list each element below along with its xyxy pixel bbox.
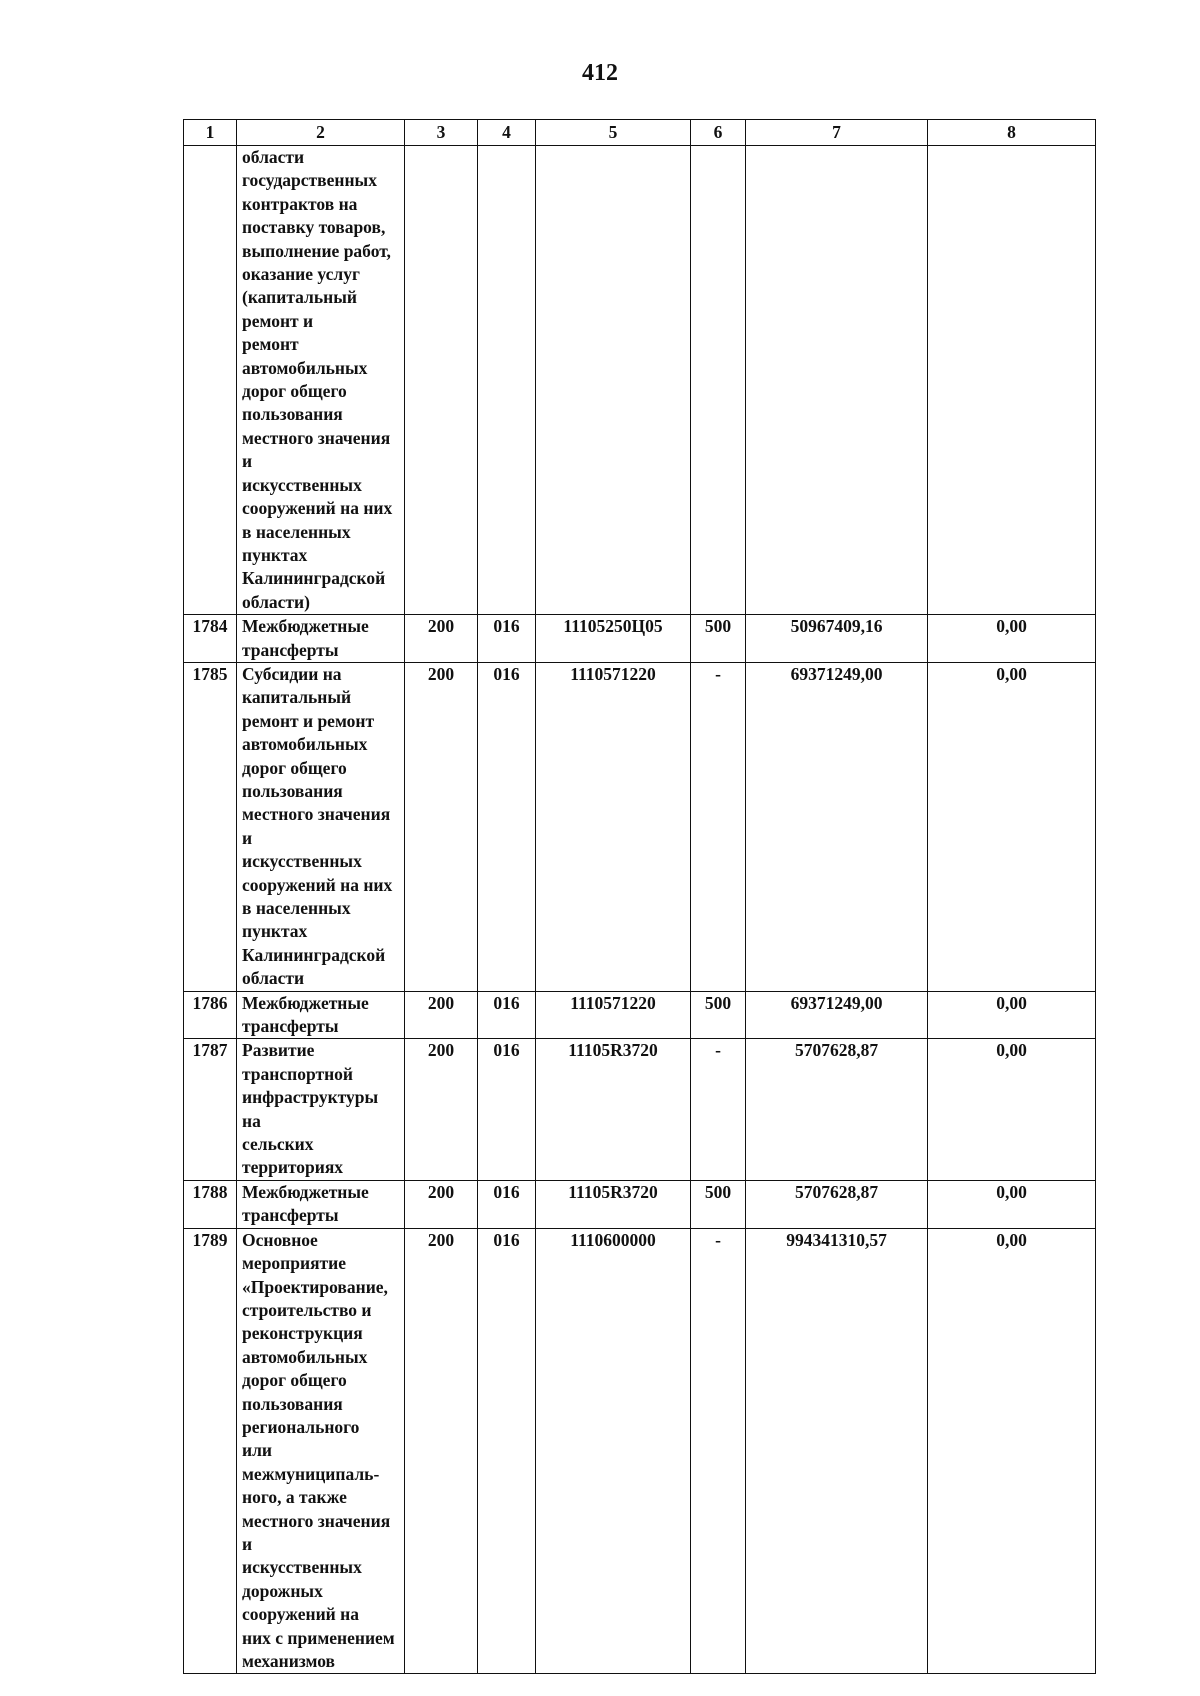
budget-table xyxy=(183,119,1096,1674)
col3-cell: 200 xyxy=(405,615,478,663)
target-article-cell xyxy=(536,146,691,615)
col4-cell xyxy=(478,146,536,615)
col8-cell: 0,00 xyxy=(928,615,1096,663)
target-article-cell: 11105250Ц05 xyxy=(536,615,691,663)
col4-cell: 016 xyxy=(478,991,536,1039)
expense-type-cell xyxy=(691,146,746,615)
col8-cell: 0,00 xyxy=(928,1180,1096,1228)
amount-cell: 994341310,57 xyxy=(746,1228,928,1674)
col8-cell: 0,00 xyxy=(928,991,1096,1039)
row-number-cell: 1786 xyxy=(184,991,237,1039)
amount-cell: 50967409,16 xyxy=(746,615,928,663)
row-name-cell: области государственных контрактов на поставку товаров, выполнение работ, оказание услуг (капитальный ремонт и ремонт автомобильных дорог общего пользования местного значения и искусственных сооружений на них в населенных пунктах Калининградской области) xyxy=(237,146,405,615)
col4-cell: 016 xyxy=(478,1228,536,1674)
row-number-cell: 1788 xyxy=(184,1180,237,1228)
col8-cell: 0,00 xyxy=(928,1228,1096,1674)
column-header: 8 xyxy=(928,120,1096,146)
col3-cell: 200 xyxy=(405,1180,478,1228)
expense-type-cell: 500 xyxy=(691,1180,746,1228)
col8-cell xyxy=(928,146,1096,615)
column-header: 1 xyxy=(184,120,237,146)
table-row xyxy=(184,991,1096,1039)
col3-cell xyxy=(405,146,478,615)
expense-type-cell: - xyxy=(691,1228,746,1674)
amount-cell: 69371249,00 xyxy=(746,662,928,991)
target-article-cell: 1110571220 xyxy=(536,662,691,991)
column-header: 6 xyxy=(691,120,746,146)
target-article-cell: 1110571220 xyxy=(536,991,691,1039)
table-row xyxy=(184,1228,1096,1674)
amount-cell: 69371249,00 xyxy=(746,991,928,1039)
table-header-row xyxy=(184,120,1096,146)
column-header: 5 xyxy=(536,120,691,146)
expense-type-cell: - xyxy=(691,662,746,991)
column-header: 4 xyxy=(478,120,536,146)
row-number-cell: 1787 xyxy=(184,1039,237,1180)
amount-cell: 5707628,87 xyxy=(746,1039,928,1180)
col3-cell: 200 xyxy=(405,662,478,991)
row-name-cell: Субсидии на капитальный ремонт и ремонт автомобильных дорог общего пользования местного значения и искусственных сооружений на них в населенных пунктах Калининградской области xyxy=(237,662,405,991)
row-number-cell: 1784 xyxy=(184,615,237,663)
col3-cell: 200 xyxy=(405,1228,478,1674)
table-row xyxy=(184,615,1096,663)
table-row xyxy=(184,1039,1096,1180)
col3-cell: 200 xyxy=(405,991,478,1039)
col8-cell: 0,00 xyxy=(928,662,1096,991)
row-name-cell: Развитие транспортной инфраструктуры на сельских территориях xyxy=(237,1039,405,1180)
table-row xyxy=(184,1180,1096,1228)
table-row xyxy=(184,662,1096,991)
amount-cell: 5707628,87 xyxy=(746,1180,928,1228)
row-name-cell: Межбюджетные трансферты xyxy=(237,991,405,1039)
column-header: 2 xyxy=(237,120,405,146)
table-row xyxy=(184,146,1096,615)
target-article-cell: 1110600000 xyxy=(536,1228,691,1674)
page-number: 412 xyxy=(582,60,618,86)
expense-type-cell: - xyxy=(691,1039,746,1180)
target-article-cell: 11105R3720 xyxy=(536,1180,691,1228)
expense-type-cell: 500 xyxy=(691,615,746,663)
col3-cell: 200 xyxy=(405,1039,478,1180)
expense-type-cell: 500 xyxy=(691,991,746,1039)
column-header: 7 xyxy=(746,120,928,146)
col8-cell: 0,00 xyxy=(928,1039,1096,1180)
col4-cell: 016 xyxy=(478,615,536,663)
col4-cell: 016 xyxy=(478,1039,536,1180)
row-number-cell: 1785 xyxy=(184,662,237,991)
col4-cell: 016 xyxy=(478,662,536,991)
target-article-cell: 11105R3720 xyxy=(536,1039,691,1180)
row-name-cell: Основное мероприятие «Проектирование, строительство и реконструкция автомобильных дорог общего пользования регионального или межмуниципаль- ного, а также местного значения и искусственных дорожных сооружений на них с применением механизмов xyxy=(237,1228,405,1674)
row-number-cell: 1789 xyxy=(184,1228,237,1674)
row-name-cell: Межбюджетные трансферты xyxy=(237,615,405,663)
amount-cell xyxy=(746,146,928,615)
column-header: 3 xyxy=(405,120,478,146)
col4-cell: 016 xyxy=(478,1180,536,1228)
row-name-cell: Межбюджетные трансферты xyxy=(237,1180,405,1228)
row-number-cell xyxy=(184,146,237,615)
